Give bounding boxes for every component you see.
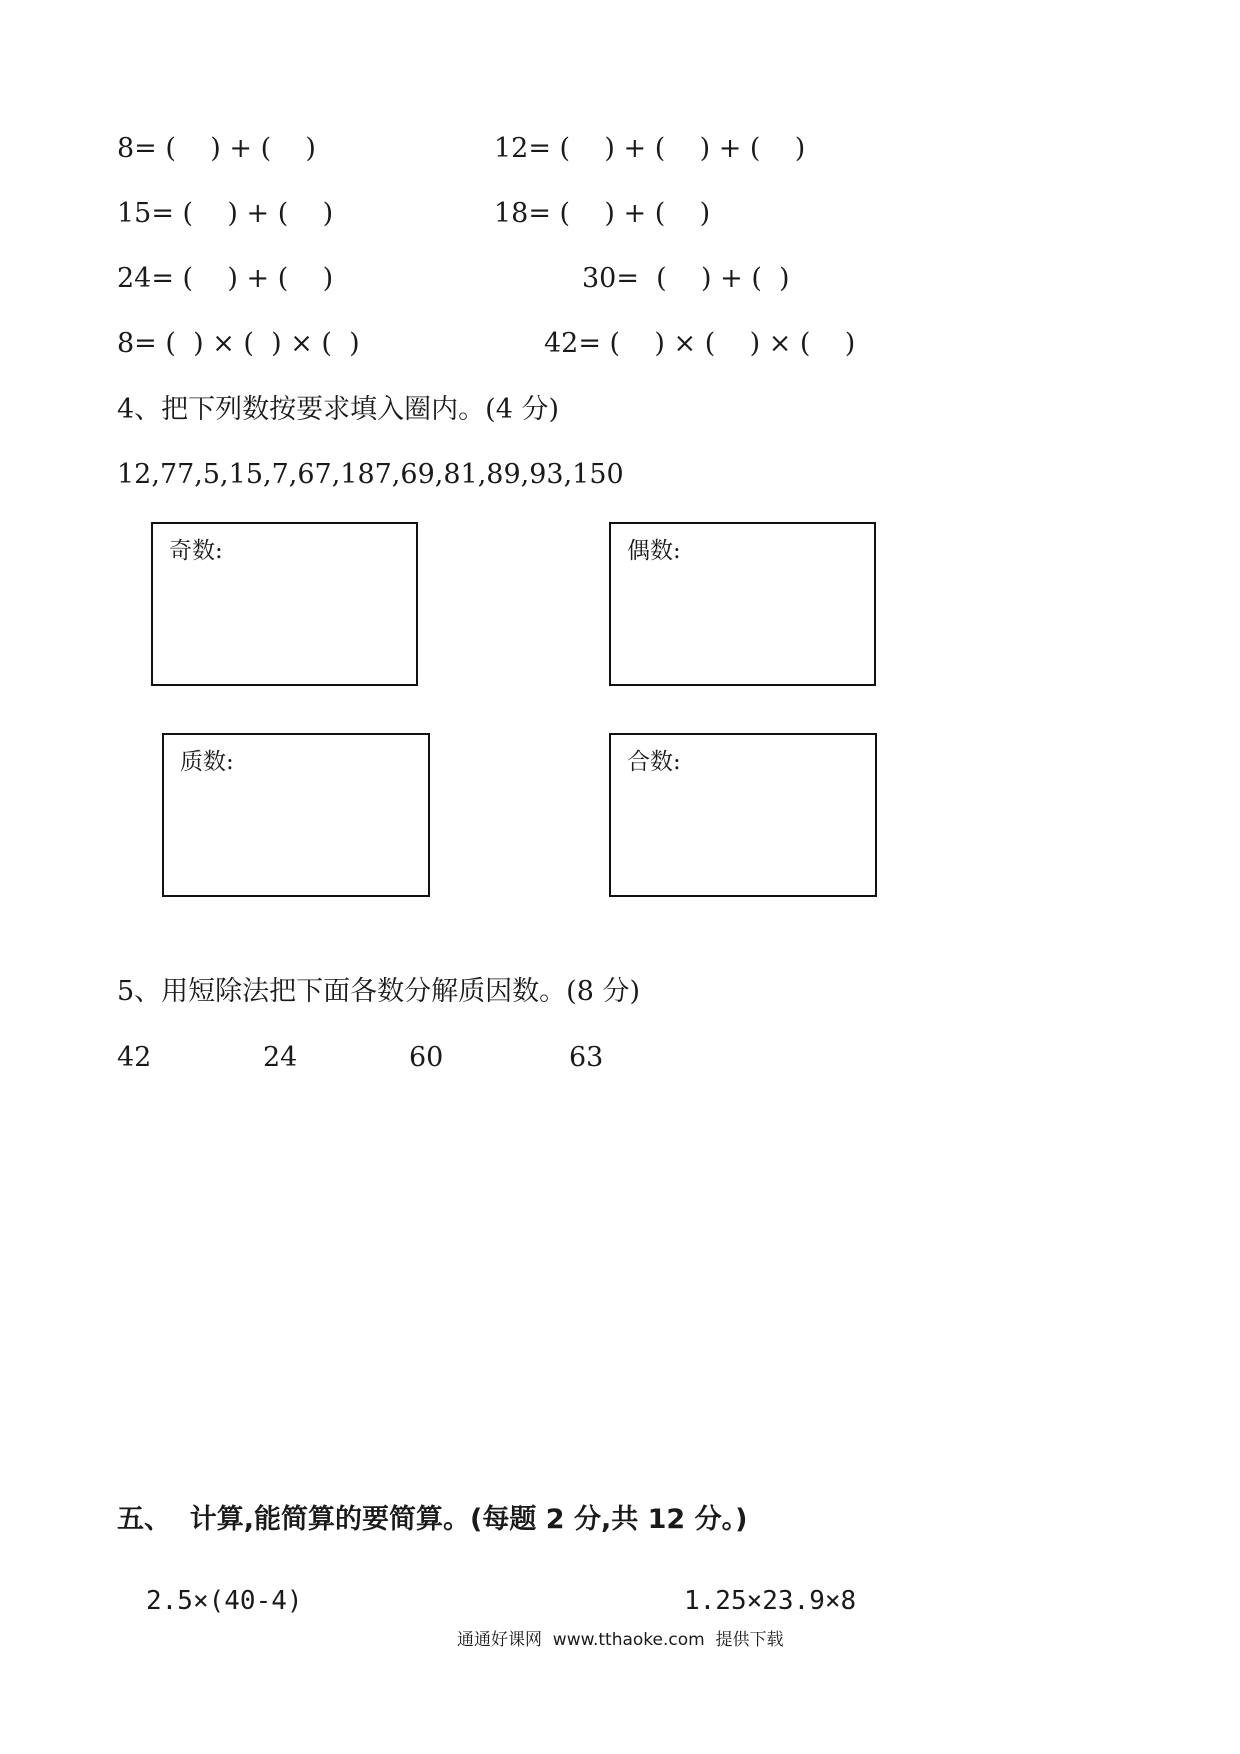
equation-8-product: 8= ( ) × ( ) × ( ) xyxy=(117,328,360,359)
prime-numbers-label: 质数: xyxy=(180,749,234,775)
equation-15-sum: 15= ( ) + ( ) xyxy=(117,198,334,229)
equation-30-sum: 30= ( ) + ( ) xyxy=(582,263,790,294)
even-numbers-box[interactable] xyxy=(609,522,876,686)
q5-number-60: 60 xyxy=(409,1042,444,1073)
footer-source: 通通好课网 www.tthaoke.com 提供下载 xyxy=(457,1630,784,1650)
equation-8-sum: 8= ( ) + ( ) xyxy=(117,133,316,164)
even-numbers-label: 偶数: xyxy=(627,538,681,564)
question-4-numbers: 12,77,5,15,7,67,187,69,81,89,93,150 xyxy=(117,459,624,490)
odd-numbers-box[interactable] xyxy=(151,522,418,686)
calc-problem-2: 1.25×23.9×8 xyxy=(684,1586,857,1616)
composite-numbers-label: 合数: xyxy=(627,749,681,775)
equation-42-product: 42= ( ) × ( ) × ( ) xyxy=(544,328,856,359)
equation-18-sum: 18= ( ) + ( ) xyxy=(494,198,711,229)
q5-number-63: 63 xyxy=(569,1042,604,1073)
prime-numbers-box[interactable] xyxy=(162,733,430,897)
q5-number-24: 24 xyxy=(263,1042,298,1073)
equation-12-sum: 12= ( ) + ( ) + ( ) xyxy=(494,133,806,164)
calc-problem-1: 2.5×(40-4) xyxy=(146,1586,303,1616)
q5-number-42: 42 xyxy=(117,1042,152,1073)
question-5-title: 5、用短除法把下面各数分解质因数。(8 分) xyxy=(117,976,641,1007)
composite-numbers-box[interactable] xyxy=(609,733,877,897)
question-4-title: 4、把下列数按要求填入圈内。(4 分) xyxy=(117,394,560,425)
odd-numbers-label: 奇数: xyxy=(169,538,223,564)
section-5-title: 五、 计算,能简算的要简算。(每题 2 分,共 12 分。) xyxy=(117,1504,748,1535)
equation-24-sum: 24= ( ) + ( ) xyxy=(117,263,334,294)
